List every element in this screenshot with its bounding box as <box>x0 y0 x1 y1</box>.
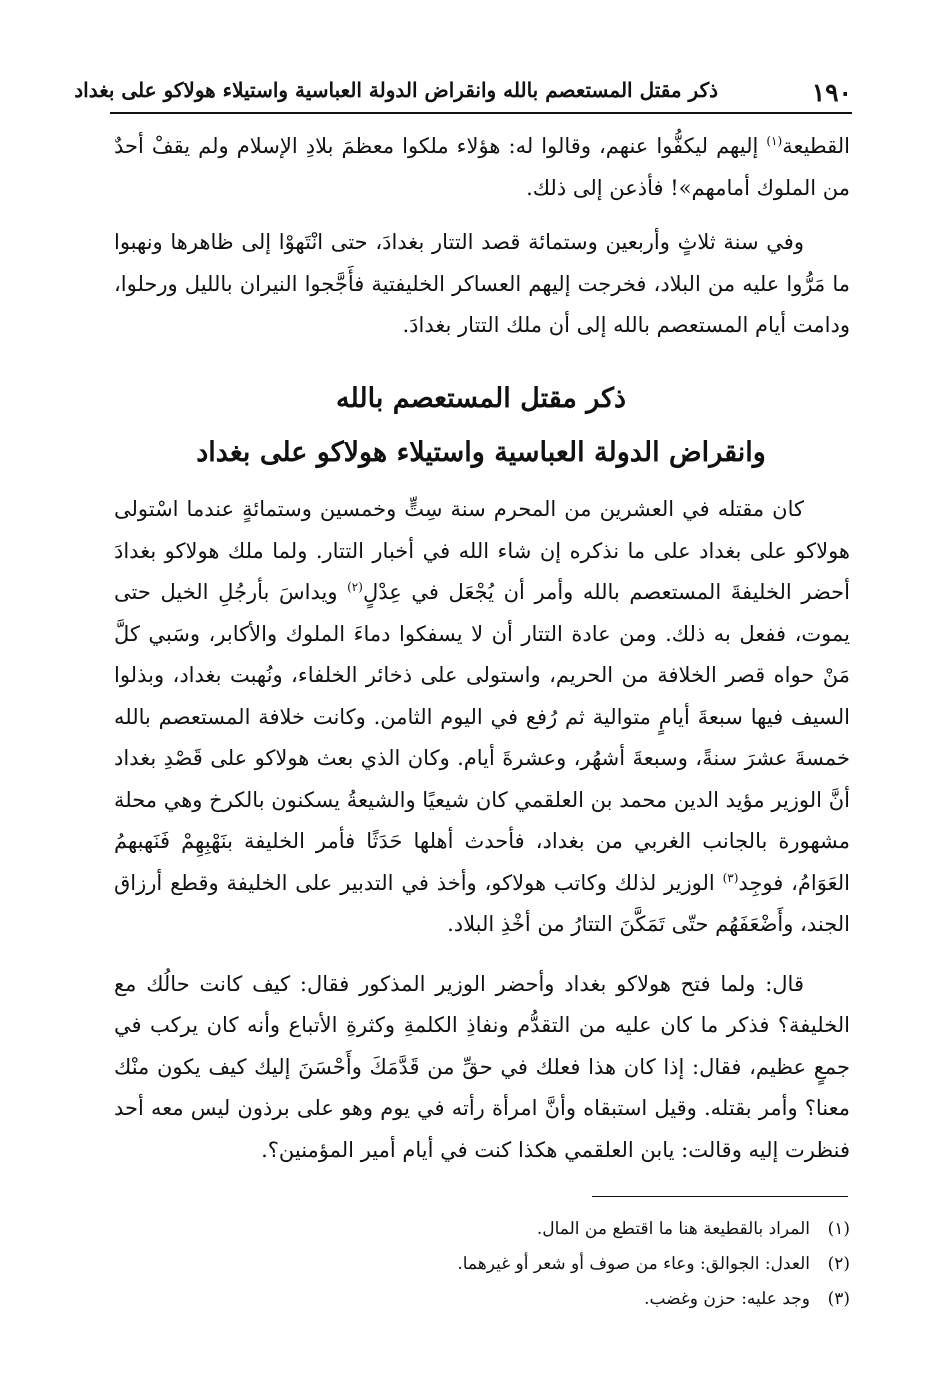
footnote-item <box>300 1247 850 1282</box>
footnote-ref-2: (٢) <box>347 580 363 594</box>
section-heading <box>110 372 852 480</box>
footnote-number: (٣) <box>827 1289 850 1309</box>
body-paragraph-1-part-1: كان مقتله في العشرين من المحرم سنة سِتٍّ وخمسين وستمائةٍ عندما اسْتولى هولاكو على بغداد على ما نذكره إن شاء الله في أخبار التتار. ولما ملك هولاكو بغدادَ أحضر الخليفةَ المستعصم بالله وأمر أن يُجْعَل في عِدْلٍ <box>114 497 850 604</box>
header-rule <box>110 112 852 114</box>
body-paragraph-1-part-3: الوزير لذلك وكاتب هولاكو، وأخذ في التدبير على الخليفة وقطع أرزاق الجند، وأَضْعَفَهُم حتّى تَمَكَّنَ التتارُ من أخْذِ البلاد. <box>114 870 850 936</box>
footnote-item <box>300 1212 850 1247</box>
footnote-text: العدل: الجوالق: وعاء من صوف أو شعر أو غيرهما. <box>457 1254 810 1274</box>
footnote-text: وجد عليه: حزن وغضب. <box>644 1289 810 1309</box>
footnote-number: (١) <box>827 1219 850 1239</box>
section-heading-line-2: وانقراض الدولة العباسية واستيلاء هولاكو على بغداد <box>196 437 766 468</box>
body-paragraph-1-part-2: ويداسَ بأرجُلِ الخيل حتى يموت، ففعل به ذلك. ومن عادة التتار أن لا يسفكوا دماءَ الملوك والأكابر، وسَبي كلَّ مَنْ حواه قصر الخلافة من الحريم، واستولى على ذخائر الخلفاء، ونُهبت بغداد، وبذلوا السيف فيها سبعةَ أيامٍ متوالية ثم رُفع في اليوم الثامن. وكانت خلافة المستعصم بالله خمسةَ عشرَ سنةً، وسبعةَ أشهُر، وعشرةَ أيام. وكان الذي بعث هولاكو على قَصْدِ بغداد أنَّ الوزير مؤيد الدين محمد بن العلقمي كان شيعيًا والشيعةُ يسكنون بالكرخ وهي محلة مشهورة بالجانب الغربي من بغداد، فأحدث أهلها حَدَثًا فأمر الخليفة بنَهْبِهِمْ فَنَهبهمُ العَوَامُ، فوجِد <box>114 580 850 895</box>
intro-paragraph-1-rest: إليهم ليكفُّوا عنهم، وقالوا له: هؤلاء ملكوا معظمَ بلادِ الإسلام ولم يقفْ أحدٌ من الملوك أمامهم»! فأذعن إلى ذلك. <box>114 134 850 200</box>
body-text <box>114 489 850 1171</box>
footnote-ref-1: (١) <box>766 134 783 148</box>
section-heading-line-1: ذكر مقتل المستعصم بالله <box>335 383 627 414</box>
body-paragraph-2: قال: ولما فتح هولاكو بغداد وأحضر الوزير المذكور فقال: كيف كانت حالُك مع الخليفة؟ فذكر ما كان عليه من التقدُّم ونفاذِ الكلمةِ وكثرةِ الأتباع وأنه كان يركب في جمعٍ عظيم، فقال: إذا كان هذا فعلك في حقِّ من قَدَّمَكَ وأَحْسَنَ إليك كيف يكون منْك معنا؟ وأمر بقتله. وقيل استبقاه وأنَّ امرأة رأته في يوم وهو على برذون ليس معه أحد فنظرت إليه وقالت: يابن العلقمي هكذا كنت في أيام أمير المؤمنين؟. <box>114 971 850 1162</box>
running-title: ذكر مقتل المستعصم بالله وانقراض الدولة العباسية واستيلاء هولاكو على بغداد <box>74 78 718 102</box>
footnotes <box>300 1212 850 1317</box>
intro-paragraph-1 <box>114 126 850 209</box>
footnote-ref-3: (٣) <box>722 870 739 885</box>
footnote-text: المراد بالقطيعة هنا ما اقتطع من المال. <box>536 1219 810 1239</box>
footnote-rule <box>592 1196 848 1197</box>
intro-paragraph-1-start: القطيعة <box>782 134 850 158</box>
intro-text <box>114 126 850 347</box>
page-number: ١٩٠ <box>811 78 852 107</box>
running-header <box>74 72 852 112</box>
body-paragraph-1 <box>114 489 850 946</box>
footnote-number: (٢) <box>827 1254 850 1274</box>
footnote-item <box>300 1282 850 1317</box>
intro-paragraph-2: وفي سنة ثلاثٍ وأربعين وستمائة قصد التتار بغدادَ، حتى انْتَهوْا إلى ظاهرها ونهبوا ما مَرُّوا عليه من البلاد، فخرجت إليهم العساكر الخليفتية فأَجَّجوا النيران بالليل ورحلوا، ودامت أيام المستعصم بالله إلى أن ملك التتار بغدادَ. <box>114 230 850 337</box>
